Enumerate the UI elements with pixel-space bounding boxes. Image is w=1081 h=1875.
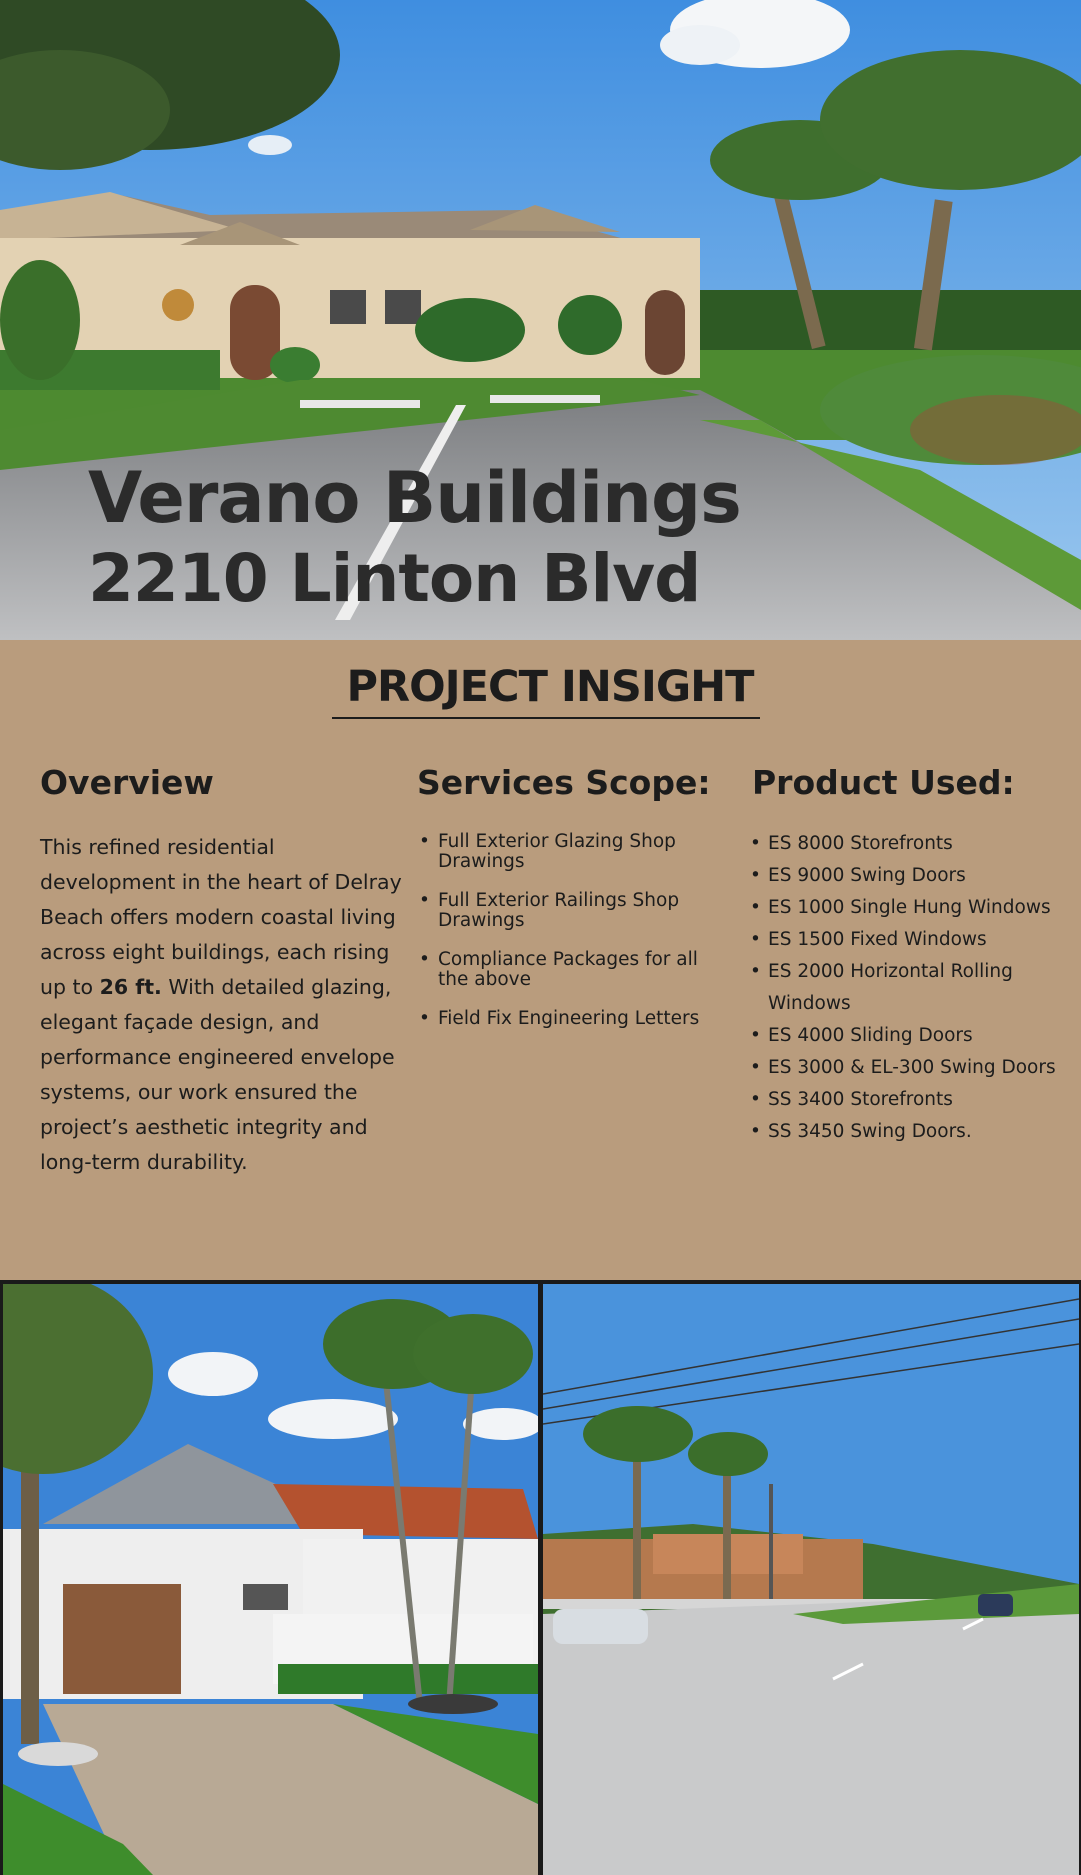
services-item: • Compliance Packages for all the above: [417, 950, 717, 990]
product-item: • ES 4000 Sliding Doors: [750, 1020, 1070, 1052]
products-list: [750, 828, 1070, 1148]
overview-text-start: This refined residential development in the heart of Delray Beach offers modern coastal living across eight buildings, each rising up to: [40, 835, 402, 999]
product-item: • ES 3000 & EL-300 Swing Doors: [750, 1052, 1070, 1084]
hero-title-line1: Verano Buildings: [88, 457, 741, 539]
products-heading: Product Used:: [752, 763, 1015, 802]
product-item: • ES 2000 Horizontal Rolling Windows: [750, 956, 1070, 1020]
hero-section: [0, 0, 1081, 640]
services-item: • Field Fix Engineering Letters: [417, 1009, 717, 1029]
photo-left: [3, 1284, 538, 1875]
title-underline: [332, 717, 760, 719]
section-title: PROJECT INSIGHT: [346, 662, 754, 712]
product-item: • ES 1000 Single Hung Windows: [750, 892, 1070, 924]
product-item: • SS 3400 Storefronts: [750, 1084, 1070, 1116]
photo-strip: [0, 1280, 1081, 1875]
services-item: • Full Exterior Railings Shop Drawings: [417, 891, 717, 931]
house-with-palm-photo: [3, 1284, 538, 1875]
product-item: • ES 9000 Swing Doors: [750, 860, 1070, 892]
services-item: • Full Exterior Glazing Shop Drawings: [417, 832, 717, 872]
street-view-photo: [543, 1284, 1079, 1875]
product-item: • SS 3450 Swing Doors.: [750, 1116, 1070, 1148]
hero-title: [88, 457, 741, 617]
product-item: • ES 8000 Storefronts: [750, 828, 1070, 860]
overview-highlight: 26 ft.: [99, 975, 162, 999]
services-list: [417, 832, 717, 1048]
product-item: • ES 1500 Fixed Windows: [750, 924, 1070, 956]
overview-paragraph: [40, 830, 410, 1180]
overview-heading: Overview: [40, 763, 214, 802]
services-heading: Services Scope:: [417, 763, 711, 802]
project-insight-panel: [0, 640, 1081, 1280]
photo-right: [543, 1284, 1079, 1875]
hero-title-line2: 2210 Linton Blvd: [88, 540, 701, 617]
overview-text-end: With detailed glazing, elegant façade design, and performance engineered envelope systems, our work ensured the project’s aesthetic integrity and long-term durability.: [40, 975, 395, 1174]
